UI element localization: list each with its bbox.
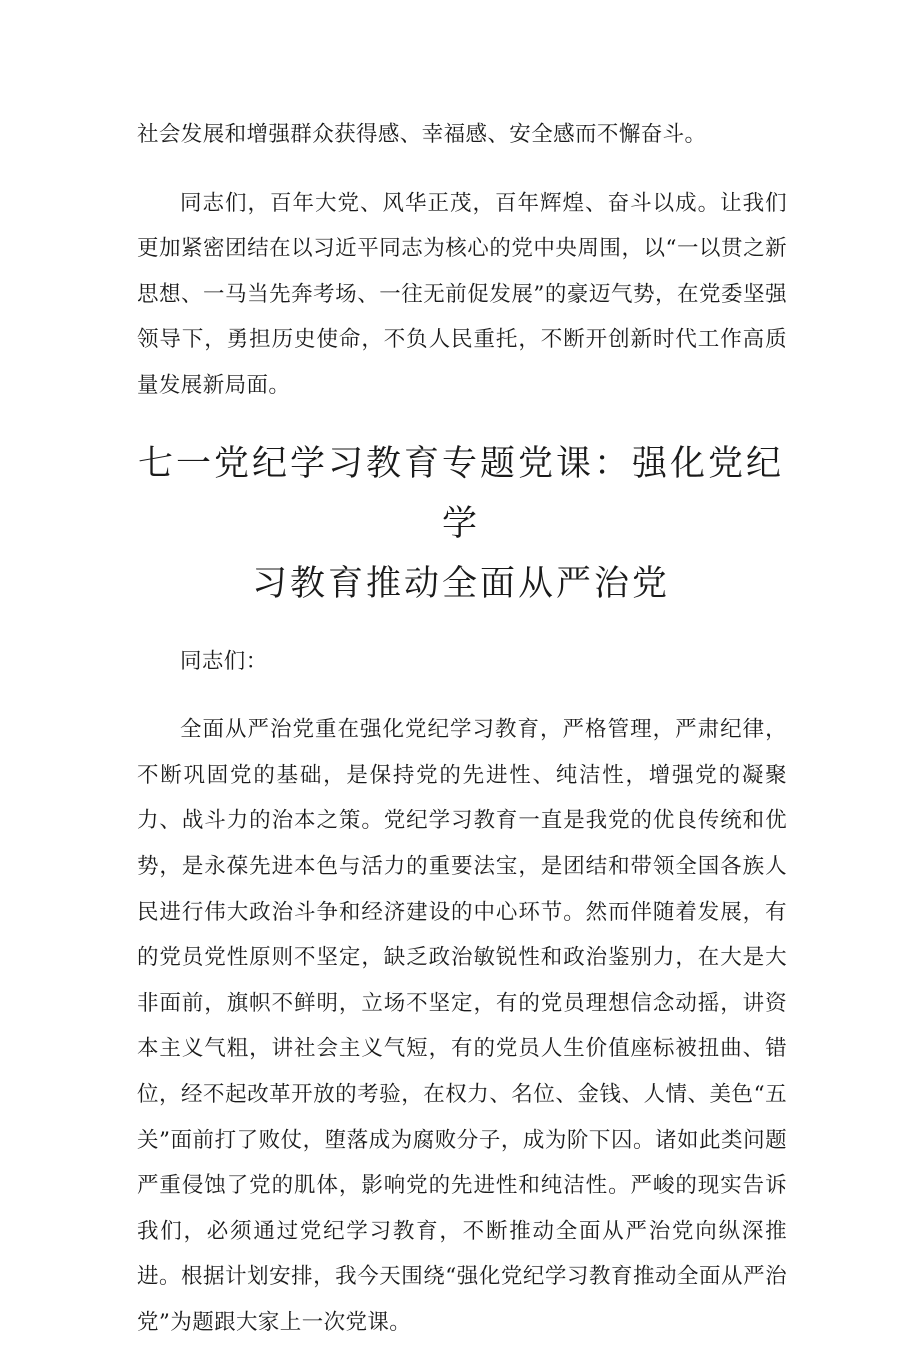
document-title — [121, 434, 801, 614]
title-line-2: 习教育推动全面从严治党 — [251, 563, 670, 604]
previous-section-tail: 社会发展和增强群众获得感、幸福感、安全感而不懈奋斗。 — [137, 122, 707, 147]
body-paragraph: 全面从严治党重在强化党纪学习教育，严格管理，严肃纪律，不断巩固党的基础，是保持党的先进性、纯洁性，增强党的凝聚力、战斗力的治本之策。党纪学习教育一直是我党的优良传统和优势，是永葆先进本色与活力的重要法宝，是团结和带领全国各族人民进行伟大政治斗争和经济建设的中心环节。然而伴随着发展，有的党员党性原则不坚定，缺乏政治敏锐性和政治鉴别力，在大是大非面前，旗帜不鲜明，立场不坚定，有的党员理想信念动摇，讲资本主义气粗，讲社会主义气短，有的党员人生价值座标被扭曲、错位，经不起改革开放的考验，在权力、名位、金钱、人情、美色“五关”面前打了败仗，堕落成为腐败分子，成为阶下囚。诸如此类问题严重侵蚀了党的肌体，影响党的先进性和纯洁性。严峻的现实告诉我们，必须通过党纪学习教育，不断推动全面从严治党向纵深推进。根据计划安排，我今天围绕“强化党纪学习教育推动全面从严治党”为题跟大家上一次党课。 — [137, 717, 787, 1335]
salutation: 同志们： — [180, 648, 268, 674]
document-page — [137, 112, 787, 1345]
previous-section-closing-paragraph: 同志们，百年大党、风华正茂，百年辉煌、奋斗以成。让我们更加紧密团结在以习近平同志为核心的党中央周围，以“一以贯之新思想、一马当先奔考场、一往无前促发展”的豪迈气势，在党委坚强领导下，勇担历史使命，不负人民重托，不断开创新时代工作高质量发展新局面。 — [137, 190, 787, 398]
title-line-1: 七一党纪学习教育专题党课：强化党纪学 — [137, 443, 784, 544]
